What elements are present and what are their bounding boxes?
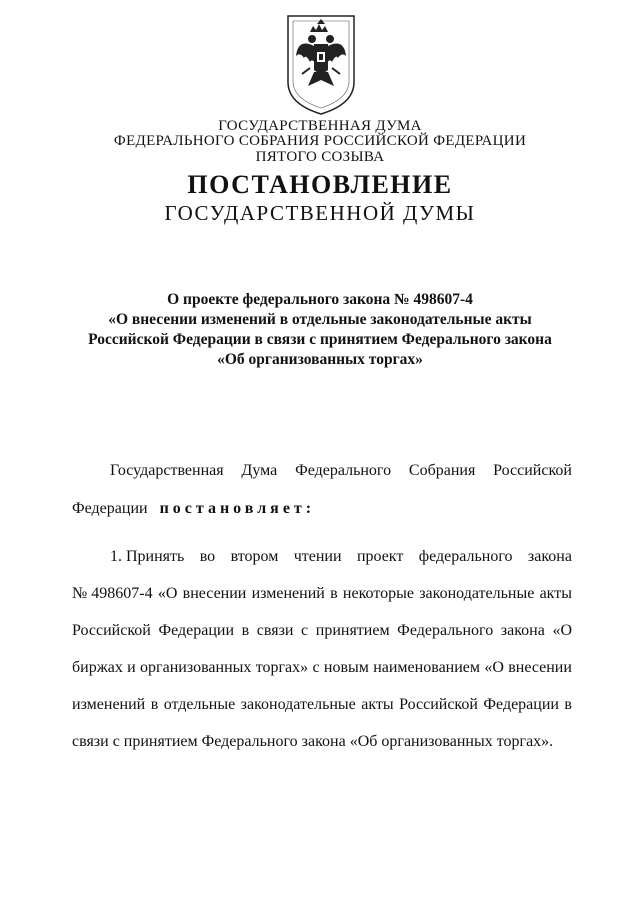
word: Федерального	[397, 622, 494, 639]
word: отдельные	[163, 696, 236, 713]
bill-title-line: О проекте федерального закона № 498607-4	[167, 291, 473, 308]
document-title: ПОСТАНОВЛЕНИЕ	[187, 170, 453, 199]
word: Федерации	[483, 696, 559, 713]
word: 1. Принять	[110, 548, 185, 565]
word: акты	[539, 585, 572, 602]
word: Российской	[399, 696, 478, 713]
word: связи	[256, 622, 294, 639]
word: втором	[230, 548, 279, 565]
word: Федерации	[72, 500, 148, 517]
document-subtitle: ГОСУДАРСТВЕННОЙ ДУМЫ	[164, 201, 476, 225]
resolves-word: постановляет:	[159, 500, 316, 517]
header-line-convocation: ПЯТОГО СОЗЫВА	[255, 149, 385, 165]
word: Российской	[493, 462, 572, 479]
bill-title-line: Российской Федерации в связи с принятием Федерального закона	[88, 331, 552, 348]
word: закона	[527, 548, 572, 565]
word: с	[301, 622, 309, 639]
word: проект	[356, 548, 404, 565]
word: Государственная	[110, 462, 224, 479]
preamble-line-1	[110, 462, 572, 480]
word: изменений	[72, 696, 146, 713]
word: федерального	[418, 548, 513, 565]
word: в	[564, 696, 572, 713]
word: Федерации	[158, 622, 235, 639]
word: чтении	[293, 548, 342, 565]
word: внесении	[508, 659, 572, 676]
header-line-assembly: ФЕДЕРАЛЬНОГО СОБРАНИЯ РОССИЙСКОЙ ФЕДЕРАЦИИ	[113, 133, 527, 149]
word: «О	[157, 585, 178, 602]
word: Федерального	[295, 462, 392, 479]
paragraph-line-4	[72, 659, 572, 677]
paragraph-line-6	[72, 733, 572, 751]
word: наименованием	[373, 659, 481, 676]
paragraph-line-5	[72, 696, 572, 714]
word: изменений	[251, 585, 325, 602]
word: в	[241, 622, 250, 639]
word: в	[330, 585, 338, 602]
word: законодательные	[240, 696, 356, 713]
word: торгах»	[255, 659, 309, 676]
word: Российской	[72, 622, 151, 639]
paragraph-last-line: связи с принятием Федерального закона «Об организованных торгах».	[72, 733, 554, 750]
header-line-duma: ГОСУДАРСТВЕННАЯ ДУМА	[218, 118, 422, 134]
paragraph-line-1	[110, 548, 572, 566]
word: в	[150, 696, 159, 713]
word: Собрания	[408, 462, 476, 479]
preamble-line-2	[72, 500, 572, 518]
word: Дума	[241, 462, 278, 479]
paragraph-line-3	[72, 622, 572, 640]
bill-title-line: «О внесении изменений в отдельные законодательные акты	[108, 311, 532, 328]
word: принятием	[315, 622, 390, 639]
word: и	[127, 659, 136, 676]
word: некоторые	[342, 585, 414, 602]
word: биржах	[72, 659, 123, 676]
word: закона	[500, 622, 545, 639]
bill-title	[60, 290, 580, 370]
word: № 498607-4	[72, 585, 153, 602]
state-emblem-icon	[284, 12, 358, 118]
word: акты	[361, 696, 394, 713]
word: с	[312, 659, 320, 676]
word: внесении	[182, 585, 247, 602]
word: во	[199, 548, 216, 565]
word: законодательные	[419, 585, 535, 602]
word: организованных	[140, 659, 252, 676]
paragraph-line-2	[72, 585, 572, 603]
bill-title-line: «Об организованных торгах»	[217, 351, 423, 368]
word: «О	[552, 622, 572, 639]
word: «О	[484, 659, 504, 676]
word: новым	[323, 659, 369, 676]
